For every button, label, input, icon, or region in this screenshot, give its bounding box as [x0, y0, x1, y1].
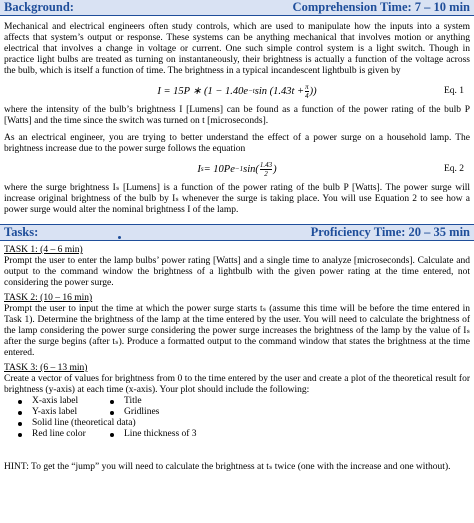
eq2-frac-num: 1.43 [259, 160, 273, 169]
list-item [18, 396, 470, 407]
eq1-mid: sin (1.43t + [254, 85, 305, 97]
comprehension-time: Comprehension Time: 7 – 10 min [292, 0, 470, 14]
tasks-heading: Tasks: [4, 225, 39, 239]
bullet-text: X-axis label [32, 396, 79, 406]
eq1-exponent: −t [248, 86, 255, 95]
bullet-icon [18, 411, 22, 415]
eq1-end: )) [309, 85, 317, 97]
bullet-text: Title [124, 396, 142, 406]
task1-title: TASK 1: (4 – 6 min) [4, 245, 83, 255]
eq2-exponent: −1 [234, 164, 244, 173]
eq2-mid: = 10Pe [203, 163, 235, 175]
bullet-text: Solid line (theoretical data) [32, 418, 136, 428]
task3-body: Create a vector of values for brightness from 0 to the time entered by the user and create a plot of the theoretical result for brightness (y-axis) at each time (x-axis). Your plot should include the following: [4, 374, 470, 395]
surge-intro-paragraph: As an electrical engineer, you are trying to better understand the effect of a power surge on a household lamp. The brightness increase due to the power surge follows the equation [4, 133, 470, 154]
bullet-icon [18, 422, 22, 426]
eq1-frac-den: 4 [305, 91, 309, 100]
where-paragraph-1: where the intensity of the bulb’s brightness I [Lumens] can be found as a function of the power rating of the bulb P [Watts] and the time since the switch was turned on t [microseconds]. [4, 105, 470, 126]
equation-2: I s = 10Pe −1 sin ( $\frac{1.43}{2}$ ) Eq. 2 [197, 160, 464, 178]
eq2-label: Eq. 2 [443, 163, 464, 174]
task2-title: TASK 2: (10 – 16 min) [4, 293, 93, 303]
bullet-icon [110, 433, 114, 437]
eq2-sin: sin [243, 163, 256, 175]
eq1-lhs: I = 15P ∗ (1 − 1.40e [157, 85, 249, 97]
where-paragraph-2: where the surge brightness Iₛ [Lumens] is a function of the power rating of the bulb P [Watts]. The power surge will increase original brightness of the bulb by Iₛ whenever the surge is taking place. You will use Equation 2 to see how a power surge would alter the nominal brightness I of the lamp. [4, 183, 470, 215]
bullet-text: Y-axis label [32, 407, 78, 417]
bullet-text: Line thickness of 3 [124, 429, 197, 439]
tasks-banner [0, 224, 474, 241]
bullet-icon [18, 433, 22, 437]
eq2-lhs: I [197, 163, 201, 175]
proficiency-time: Proficiency Time: 20 – 35 min [310, 225, 470, 239]
banner-dot [118, 236, 121, 239]
intro-paragraph: Mechanical and electrical engineers often study controls, which are used to manipulate how the inputs into a system affects that system’s output or response. These systems can be anything mechanical that involves motion or anything electrical that involves a change in voltage or current. One such simple control system is a light switch. Though in practice light bulbs are treated as turning on instantaneously, their brightness is actually a function of the voltage across the bulb, which is itself a function of time. The brightness in a typical incandescent lightbulb is given by [4, 22, 470, 76]
eq2-frac-den: 2 [264, 169, 268, 178]
list-item [18, 407, 470, 418]
plot-requirements-list [4, 396, 470, 440]
background-heading: Background: [4, 0, 74, 14]
bullet-icon [110, 400, 114, 404]
list-item [18, 418, 470, 429]
eq2-fraction [260, 161, 272, 178]
bullet-icon [18, 400, 22, 404]
background-banner [0, 0, 474, 16]
equation-1 [4, 81, 470, 101]
eq1-frac-num: π [305, 82, 309, 91]
task2-body: Prompt the user to input the time at which the power surge starts tₛ (assume this time will be before the time entered in Task 1). Determine the brightness of the lamp at the time entered by the user. You will need to calculate the brightness of the lamp considering the power surge considering the power surge increases the brightness of the lamp by the value of Iₛ after the surge begins (after tₛ). Produce a formatted output to the command window that states the brightness at the time entered. [4, 304, 470, 358]
bullet-text: Gridlines [124, 407, 160, 417]
list-item [18, 429, 470, 440]
task3-title: TASK 3: (6 – 13 min) [4, 363, 88, 373]
bullet-text: Red line color [32, 429, 86, 439]
task1-body: Prompt the user to enter the lamp bulbs’ power rating [Watts] and a single time to analyze [microseconds]. Calculate and output to the command window the brightness of a lightbulb with the given power rating at the time entered, not considering the power surge. [4, 256, 470, 288]
eq1-label: Eq. 1 [443, 85, 464, 96]
eq2-subscript: s [200, 164, 204, 173]
eq1-fraction [305, 83, 309, 100]
hint-paragraph: HINT: To get the “jump” you will need to calculate the brightness at tₛ twice (one with the increase and one without). [4, 462, 451, 472]
bullet-icon [110, 411, 114, 415]
